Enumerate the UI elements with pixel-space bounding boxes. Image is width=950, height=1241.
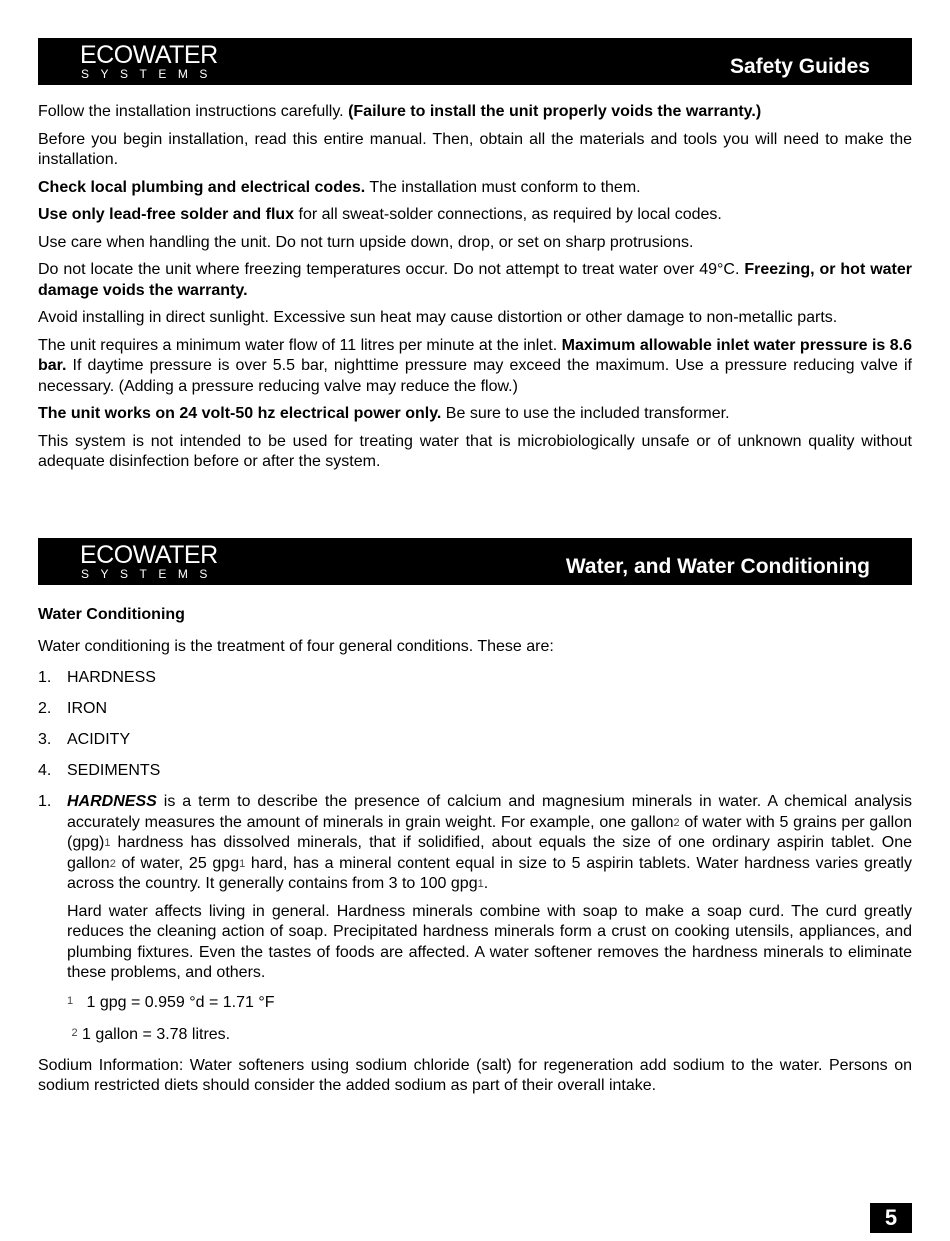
safety-paragraph: Follow the installation instructions carefully. (Failure to install the unit properly voids the warranty.) — [38, 103, 762, 120]
logo-subtitle: SYSTEMS — [81, 567, 219, 581]
safety-paragraph: Use only lead-free solder and flux for all sweat-solder connections, as required by local codes. — [38, 206, 722, 223]
safety-paragraph: This system is not intended to be used for treating water that is microbiologically unsafe or of unknown quality without adequate disinfection before or after the system. — [38, 432, 912, 470]
safety-banner — [38, 38, 912, 85]
hard-water-effects-paragraph: Hard water affects living in general. Hardness minerals combine with soap to make a soap curd. The curd greatly reduces the cleaning action of soap. Precipitated hardness minerals form a crust on cooking utensils, appliances, and plumbing fixtures. Even the tastes of foods are affected. A water softener removes the hardness minerals to eliminate these problems, and others. — [67, 902, 912, 981]
logo-name: ECOWATER — [80, 41, 218, 69]
logo-name: ECOWATER — [80, 541, 218, 569]
list-item: 4. SEDIMENTS — [38, 762, 161, 779]
footnote: 2 1 gallon = 3.78 litres. — [71, 1026, 231, 1043]
safety-paragraph: Avoid installing in direct sunlight. Excessive sun heat may cause distortion or other damage to non-metallic parts. — [38, 309, 838, 326]
water-content — [38, 605, 912, 1104]
hardness-term: HARDNESS — [67, 793, 157, 810]
intro-paragraph: Water conditioning is the treatment of four general conditions. These are: — [38, 637, 554, 655]
water-banner — [38, 538, 912, 585]
safety-paragraph: The unit requires a minimum water flow of 11 litres per minute at the inlet. Maximum allowable inlet water pressure is 8.6 bar. If daytime pressure is over 5.5 bar, nighttime pressure may exceed the maximum. Use a pressure reducing valve if necessary. (Adding a pressure reducing valve may reduce the flow.) — [38, 336, 913, 395]
safety-paragraph: The unit works on 24 volt-50 hz electrical power only. Be sure to use the included transformer. — [38, 405, 730, 422]
safety-paragraph: Check local plumbing and electrical codes. The installation must conform to them. — [38, 178, 641, 196]
ecowater-logo — [80, 42, 219, 80]
sodium-info-paragraph: Sodium Information: Water softeners using sodium chloride (salt) for regeneration add sodium to the water. Persons on sodium restricted diets should consider the added sodium as part of their overall intake. — [38, 1056, 912, 1094]
footnote: 1 1 gpg = 0.959 °d = 1.71 °F — [67, 993, 275, 1011]
logo-subtitle: SYSTEMS — [81, 67, 219, 81]
hardness-paragraph: 1. HARDNESS is a term to describe the presence of calcium and magnesium minerals in water. A chemical analysis accurately measures the amount of minerals in grain weight. For example, one gallon2 of water with 5 grains per gallon (gpg)1 hardness has dissolved minerals, that if solidified, about equals the size of one ordinary aspirin tablet. One gallon2 of water, 25 gpg1 hard, has a mineral content equal in size to 5 aspirin tablets. Water hardness varies greatly across the country. It generally contains from 3 to 100 gpg1. — [38, 793, 912, 892]
sub-heading: Water Conditioning — [38, 606, 185, 623]
safety-paragraph: Before you begin installation, read this entire manual. Then, obtain all the materials and tools you will need to make the installation. — [38, 130, 912, 168]
list-item: 1. HARDNESS — [38, 669, 156, 686]
safety-paragraph: Use care when handling the unit. Do not turn upside down, drop, or set on sharp protrusions. — [38, 233, 694, 251]
section-title-safety: Safety Guides — [729, 55, 870, 78]
list-item: 2. IRON — [38, 700, 107, 717]
safety-paragraph: Do not locate the unit where freezing temperatures occur. Do not attempt to treat water over 49°C. Freezing, or hot water damage voids the warranty. — [38, 261, 913, 299]
list-item: 3. ACIDITY — [38, 731, 131, 748]
safety-content — [38, 102, 912, 480]
page-number: 5 — [870, 1203, 912, 1233]
ecowater-logo — [80, 542, 219, 580]
section-title-water: Water, and Water Conditioning — [565, 555, 870, 578]
